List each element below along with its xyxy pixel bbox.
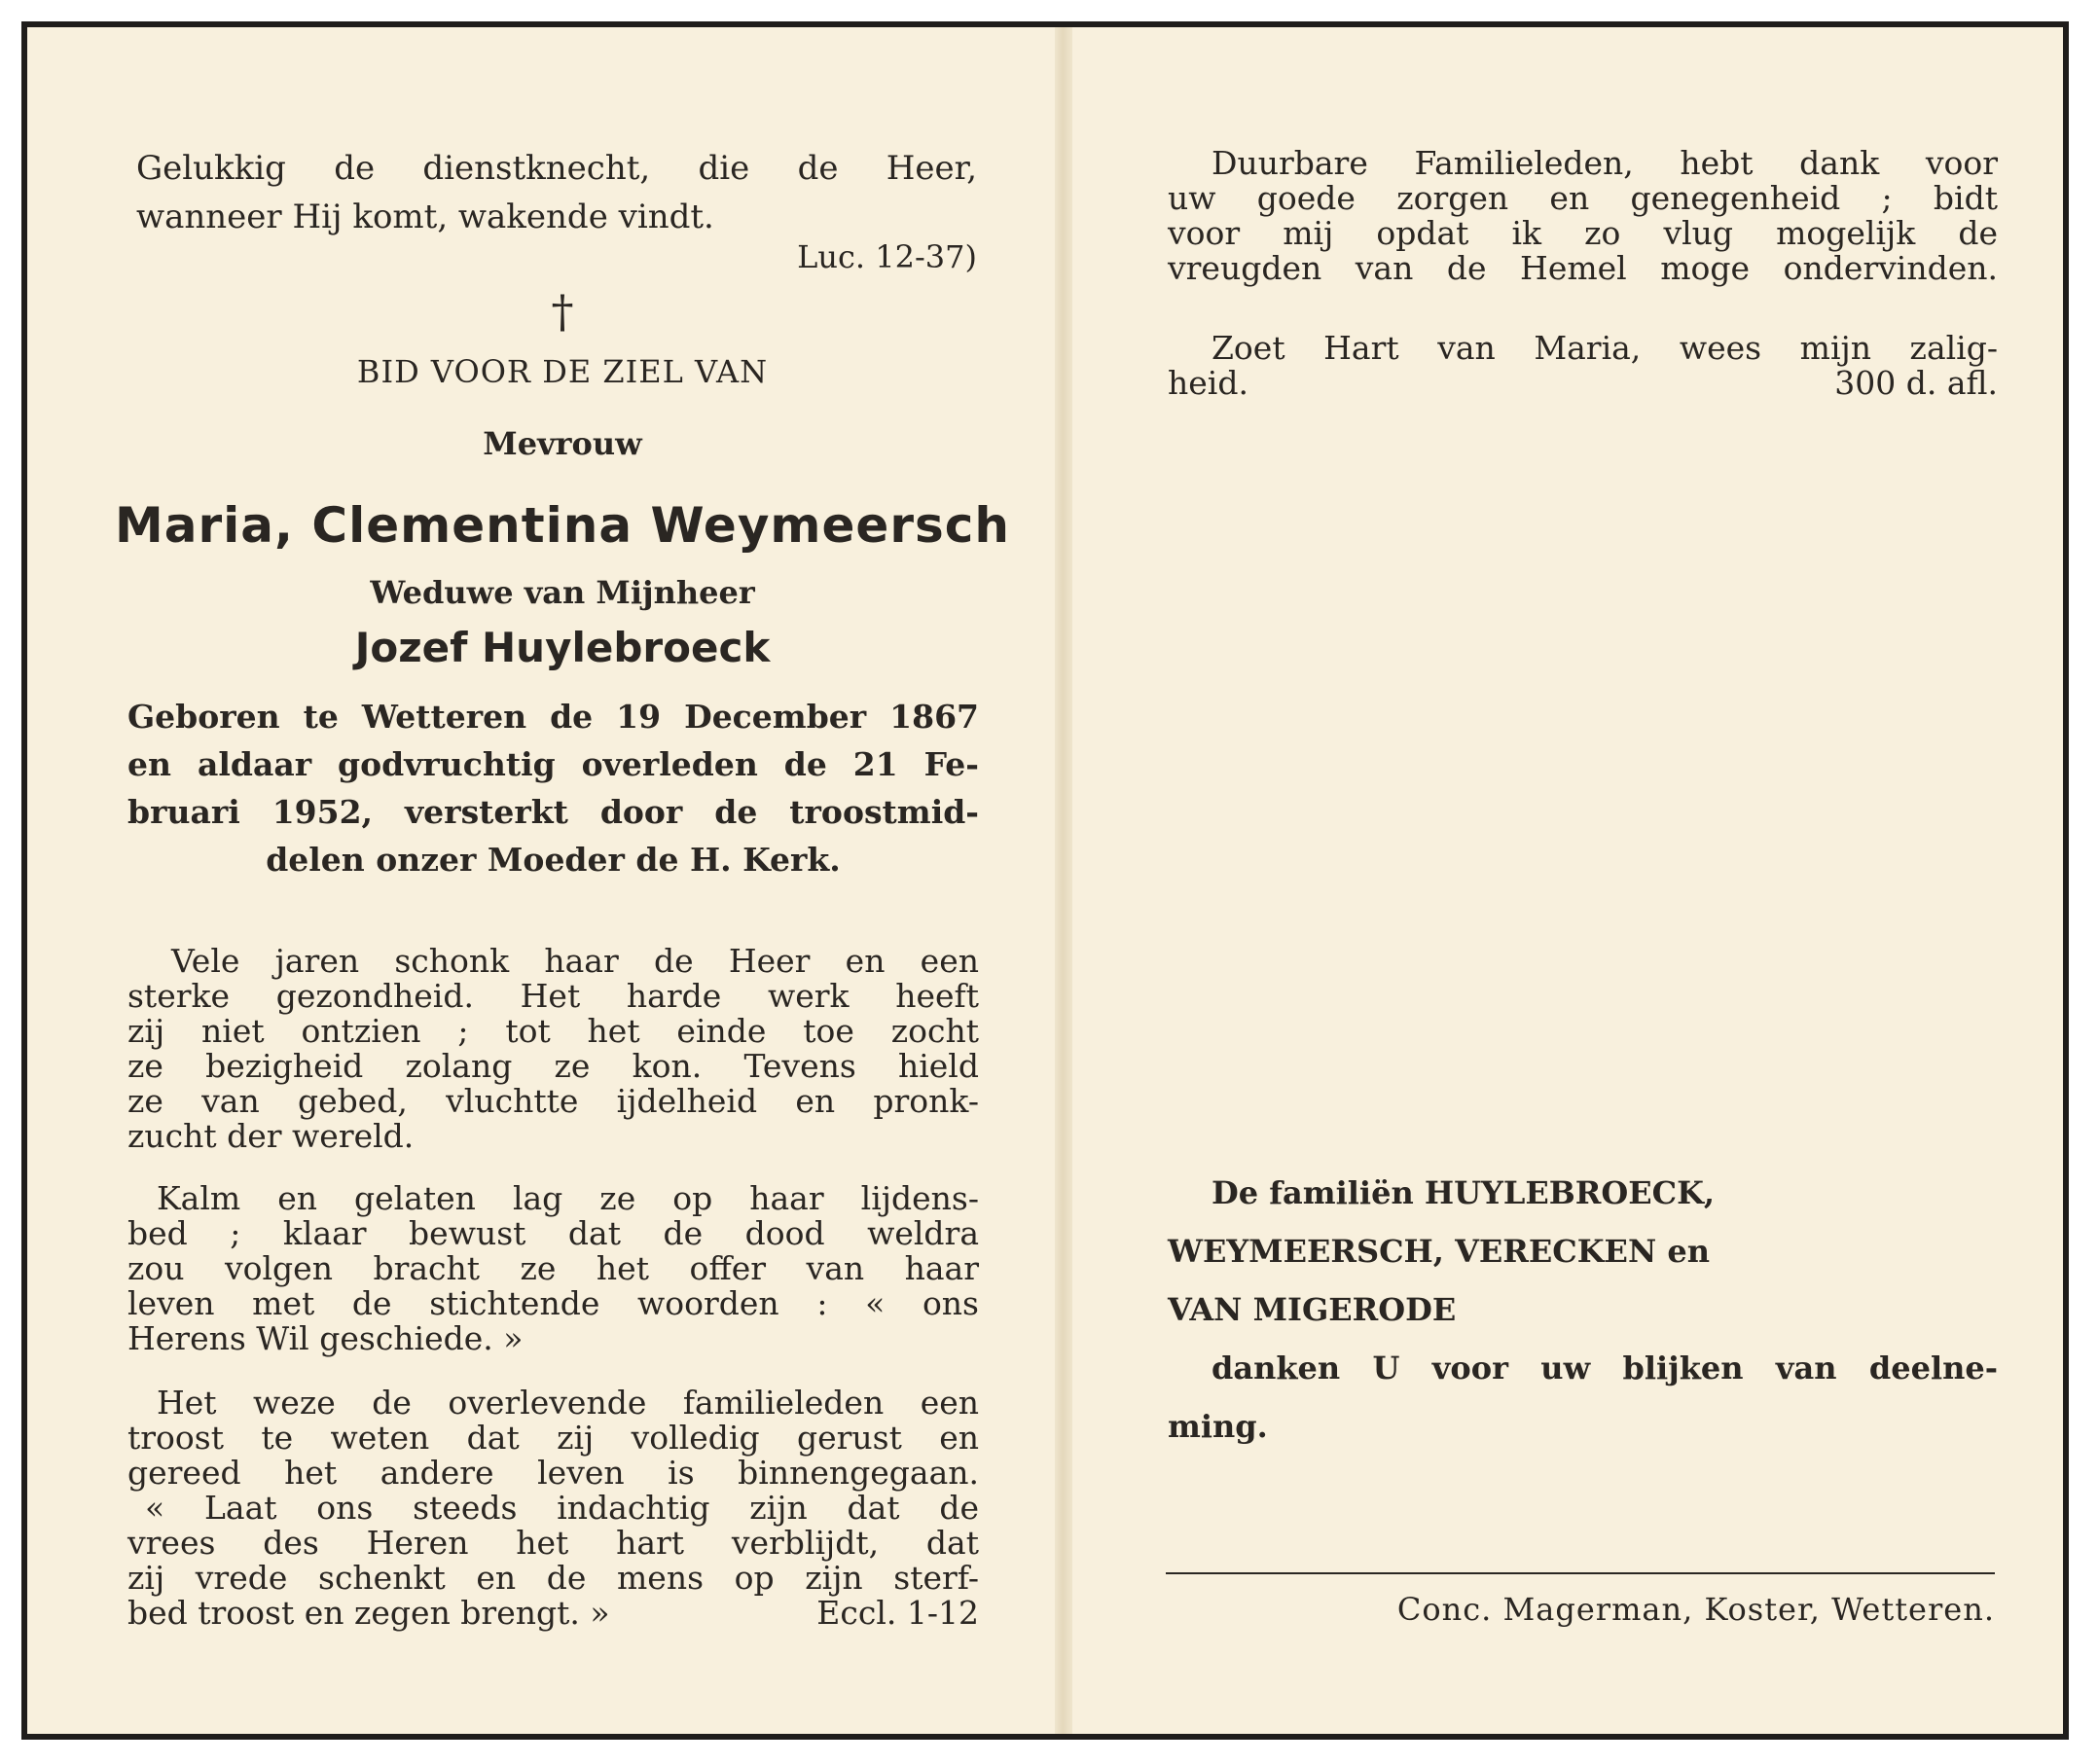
text-line: Het weze de overlevende familieleden een xyxy=(157,1384,979,1422)
text-line: « Laat ons steeds indachtig zijn dat de xyxy=(145,1489,979,1527)
birth-death-text xyxy=(127,693,979,883)
bible-verse xyxy=(136,144,977,241)
card-fold xyxy=(1055,27,1072,1734)
birth-line: en aldaar godvruchtig overleden de 21 Fe- xyxy=(127,745,979,783)
text-line: sterke gezondheid. Het harde werk heeft xyxy=(127,977,979,1015)
text-line: zij niet ontzien ; tot het einde toe zocht xyxy=(127,1012,979,1050)
text-line: ze van gebed, vluchtte ijdelheid en pronk- xyxy=(127,1082,979,1120)
widow-of-line: Weduwe van Mijnheer xyxy=(370,574,755,611)
text-line-end: bed troost en zegen brengt. » xyxy=(127,1594,610,1632)
scripture-reference: Eccl. 1-12 xyxy=(816,1594,979,1632)
husband-name: Jozef Huylebroeck xyxy=(354,624,771,671)
prayer-invocation xyxy=(1168,331,1998,401)
text-line: Vele jaren schonk haar de Heer en een xyxy=(171,942,979,980)
text-line-end: heid. xyxy=(1168,364,1248,402)
text-line xyxy=(127,1596,979,1631)
text-line: troost te weten dat zij volledig gerust en xyxy=(127,1419,979,1457)
family-thanks xyxy=(1168,1164,1998,1456)
birth-line: Geboren te Wetteren de 19 December 1867 xyxy=(127,698,979,736)
prayer-heading: BID VOOR DE ZIEL VAN xyxy=(356,353,769,390)
right-panel xyxy=(1072,27,2069,1734)
text-line: Kalm en gelaten lag ze op haar lijdens- xyxy=(157,1179,979,1217)
text-line: vreugden van de Hemel moge ondervinden. xyxy=(1168,249,1998,287)
paragraph-3 xyxy=(127,1386,979,1631)
text-line: vrees des Heren het hart verblijdt, dat xyxy=(127,1524,979,1562)
verse-reference: Luc. 12-37) xyxy=(797,238,977,275)
thanks-line: VAN MIGERODE xyxy=(1168,1291,1457,1328)
text-line: voor mij opdat ik zo vlug mogelijk de xyxy=(1168,214,1998,252)
cross-icon: † xyxy=(551,285,574,338)
text-line: zou volgen bracht ze het offer van haar xyxy=(127,1249,979,1287)
text-line: Zoet Hart van Maria, wees mijn zalig- xyxy=(1212,329,1998,367)
paragraph-2 xyxy=(127,1181,979,1356)
divider-line xyxy=(1166,1572,1995,1574)
verse-line: Gelukkig de dienstknecht, die de Heer, xyxy=(136,149,977,188)
text-line: uw goede zorgen en genegenheid ; bidt xyxy=(1168,179,1998,217)
birth-line: bruari 1952, versterkt door de troostmid- xyxy=(127,793,979,831)
thanks-line: ming. xyxy=(1168,1408,1268,1445)
thanks-line: De familiën HUYLEBROECK, xyxy=(1212,1174,1716,1211)
indulgence-note: 300 d. afl. xyxy=(1834,364,1998,402)
verse-line: wanneer Hij komt, wakende vindt. xyxy=(136,198,714,236)
thanks-line: WEYMEERSCH, VERECKEN en xyxy=(1168,1233,1710,1270)
printer-credit: Conc. Magerman, Koster, Wetteren. xyxy=(1396,1591,1995,1628)
text-line: zucht der wereld. xyxy=(127,1117,415,1155)
text-line: bed ; klaar bewust dat de dood weldra xyxy=(127,1214,979,1252)
text-line xyxy=(1168,366,1998,401)
text-line: zij vrede schenkt en de mens op zijn sterf- xyxy=(127,1559,979,1597)
left-panel xyxy=(27,27,1055,1734)
memorial-card xyxy=(21,21,2069,1740)
paragraph-1 xyxy=(127,944,979,1154)
text-line: Duurbare Familieleden, hebt dank voor xyxy=(1212,144,1998,182)
family-message xyxy=(1168,146,1998,286)
deceased-name: Maria, Clementina Weymeersch xyxy=(114,497,1011,554)
thanks-line: danken U voor uw blijken van deelne- xyxy=(1212,1350,1998,1386)
text-line: leven met de stichtende woorden : « ons xyxy=(127,1284,979,1322)
text-line: ze bezigheid zolang ze kon. Tevens hield xyxy=(127,1047,979,1085)
honorific-title: Mevrouw xyxy=(483,425,642,462)
text-line: gereed het andere leven is binnengegaan. xyxy=(127,1454,979,1492)
birth-line: delen onzer Moeder de H. Kerk. xyxy=(266,841,841,879)
text-line: Herens Wil geschiede. » xyxy=(127,1319,524,1357)
